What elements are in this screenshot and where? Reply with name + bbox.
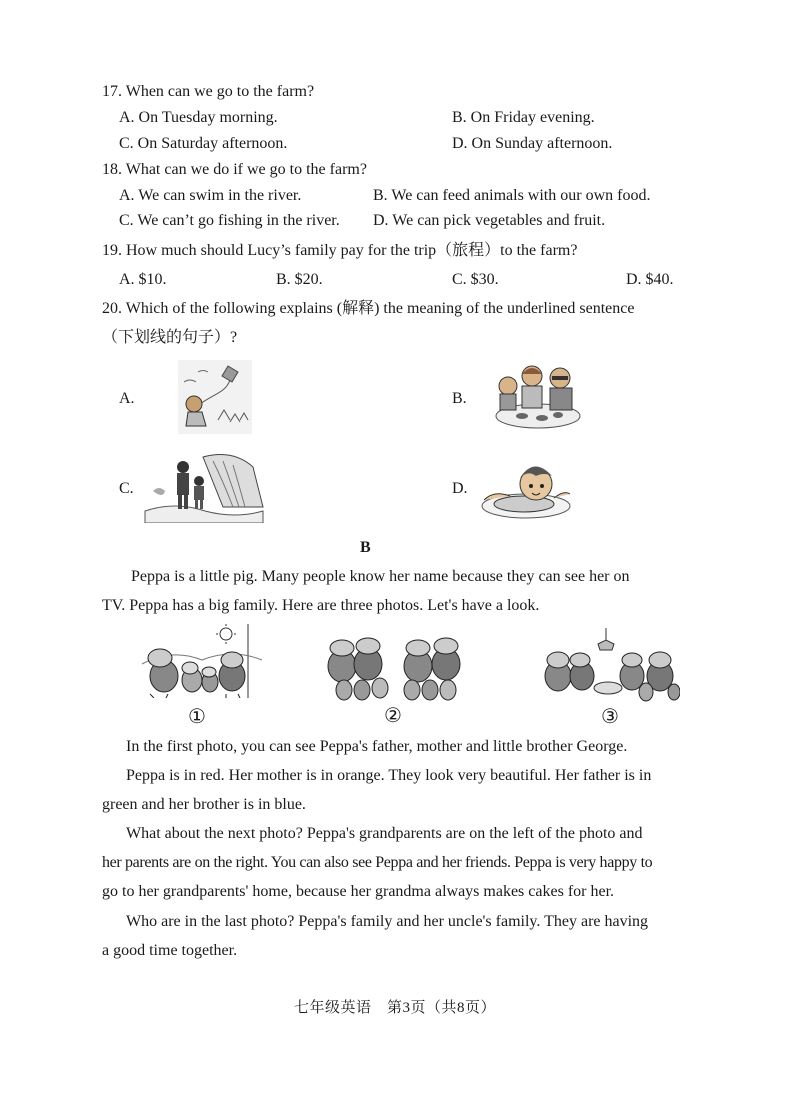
q19-option-d: D. $40. <box>626 271 674 288</box>
q17-option-c: C. On Saturday afternoon. <box>119 135 288 152</box>
q18-option-c: C. We can’t go fishing in the river. <box>119 212 340 229</box>
passage-p4-line2: a good time together. <box>102 942 238 959</box>
passage-p4-line1: Who are in the last photo? Peppa's family and her uncle's family. They are having <box>126 913 649 930</box>
q20-stem-line2: （下划线的句子）? <box>102 329 238 346</box>
intro-line2: TV. Peppa has a big family. Here are three photos. Let's have a look. <box>102 597 540 614</box>
peppa-photo-1 <box>140 624 264 698</box>
passage-p3-line2: her parents are on the right. You can also see Peppa and her friends. Peppa is very happy to <box>102 854 653 871</box>
q17-stem: 17. When can we go to the farm? <box>102 83 315 100</box>
q18-option-b: B. We can feed animals with our own food. <box>373 187 651 204</box>
q20-option-c-label: C. <box>119 480 134 497</box>
q20-option-b-label: B. <box>452 390 467 407</box>
q19-stem: 19. How much should Lucy’s family pay for the trip（旅程）to the farm? <box>102 242 578 259</box>
section-b-title: B <box>360 539 371 556</box>
passage-p2-line2: green and her brother is in blue. <box>102 796 306 813</box>
photo-1-label: ① <box>188 706 206 728</box>
q18-option-d: D. We can pick vegetables and fruit. <box>373 212 606 229</box>
q17-option-a: A. On Tuesday morning. <box>119 109 278 126</box>
waterfall-illustration <box>143 451 265 523</box>
peppa-photo-2 <box>324 630 464 702</box>
page-footer: 七年级英语 第3页（共8页） <box>294 1000 497 1016</box>
q20-option-d-label: D. <box>452 480 468 497</box>
q20-option-a-label: A. <box>119 390 135 407</box>
passage-p1: In the first photo, you can see Peppa's father, mother and little brother George. <box>126 738 628 755</box>
passage-p3-line3: go to her grandparents' home, because her grandma always makes cakes for her. <box>102 883 615 900</box>
kite-boy-illustration <box>178 360 252 434</box>
swimming-child-illustration <box>480 456 574 522</box>
q20-stem-line1: 20. Which of the following explains (解释) the meaning of the underlined sentence <box>102 300 635 317</box>
photo-3-label: ③ <box>601 706 619 728</box>
q19-option-a: A. $10. <box>119 271 167 288</box>
q19-option-c: C. $30. <box>452 271 499 288</box>
q18-option-a: A. We can swim in the river. <box>119 187 302 204</box>
q17-option-b: B. On Friday evening. <box>452 109 595 126</box>
passage-p3-line1: What about the next photo? Peppa's grandparents are on the left of the photo and <box>126 825 643 842</box>
photo-2-label: ② <box>384 705 402 727</box>
family-dinner-illustration <box>492 362 584 432</box>
q18-stem: 18. What can we do if we go to the farm? <box>102 161 367 178</box>
intro-line1: Peppa is a little pig. Many people know her name because they can see her on <box>131 568 630 585</box>
peppa-photo-3 <box>540 628 680 704</box>
q17-option-d: D. On Sunday afternoon. <box>452 135 613 152</box>
q19-option-b: B. $20. <box>276 271 323 288</box>
passage-p2-line1: Peppa is in red. Her mother is in orange. They look very beautiful. Her father is in <box>126 767 652 784</box>
